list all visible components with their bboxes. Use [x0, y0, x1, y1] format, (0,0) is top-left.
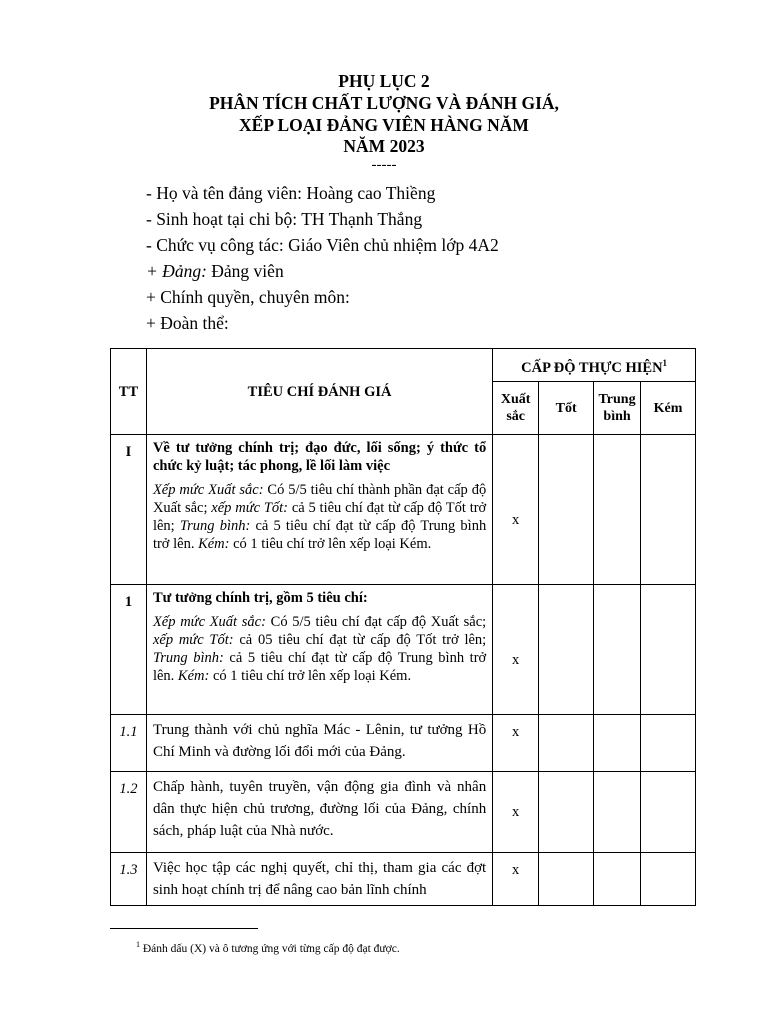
row-number: 1: [111, 585, 147, 715]
header-weak: Kém: [641, 382, 696, 435]
table-row: [111, 853, 696, 906]
desc-label: Trung bình:: [179, 518, 251, 534]
cell-weak: [641, 715, 696, 772]
desc-text: cả 5 tiêu chí đạt từ cấp độ Trung bình trở lên.: [152, 518, 487, 552]
table-header-row: [111, 349, 696, 382]
title-sub: XẾP LOẠI ĐẢNG VIÊN HÀNG NĂM: [239, 115, 529, 135]
desc-text: cả 05 tiêu chí đạt từ cấp độ Tốt trở lên;: [233, 632, 487, 648]
footnote-text: Đánh dấu (X) và ô tương ứng với từng cấp độ đạt được.: [140, 942, 400, 955]
desc-label: Trung bình:: [152, 650, 224, 666]
desc-label: Xếp mức Xuất sắc:: [152, 482, 264, 498]
info-party-label: + Đảng:: [146, 261, 207, 281]
desc-text: cả 5 tiêu chí đạt từ cấp độ Tốt trở lên;: [152, 500, 487, 534]
header-excellent: Xuất sắc: [493, 382, 539, 435]
desc-label: Xếp mức Xuất sắc:: [152, 614, 266, 630]
row-description: [153, 481, 486, 553]
footnote-divider: [110, 928, 258, 929]
cell-excellent: x: [493, 585, 539, 715]
cell-good: [539, 715, 594, 772]
cell-good: [539, 585, 594, 715]
cell-good: [539, 435, 594, 585]
row-number: 1.3: [111, 853, 147, 906]
cell-good: [539, 772, 594, 853]
footnote: [136, 940, 400, 955]
table-row: [111, 772, 696, 853]
header-level-footnote-ref: 1: [662, 357, 668, 368]
cell-weak: [641, 772, 696, 853]
row-number: 1.2: [111, 772, 147, 853]
row-number: 1.1: [111, 715, 147, 772]
cell-weak: [641, 585, 696, 715]
row-heading: Về tư tưởng chính trị; đạo đức, lối sống; ý thức tổ chức kỷ luật; tác phong, lề lối làm việc: [152, 440, 487, 474]
cell-average: [594, 435, 641, 585]
row-heading: Tư tưởng chính trị, gồm 5 tiêu chí:: [152, 590, 368, 606]
desc-label: Kém:: [177, 668, 210, 684]
evaluation-table: [110, 348, 696, 906]
table-row: [111, 715, 696, 772]
cell-excellent: x: [493, 715, 539, 772]
cell-excellent: x: [493, 853, 539, 906]
row-description: [153, 613, 486, 685]
desc-text: có 1 tiêu chí trở lên xếp loại Kém.: [209, 668, 412, 684]
info-branch: - Sinh hoạt tại chi bộ: TH Thạnh Thắng: [146, 209, 423, 229]
info-position: - Chức vụ công tác: Giáo Viên chủ nhiệm lớp 4A2: [146, 235, 499, 255]
header-level-text: CẤP ĐỘ THỰC HIỆN: [521, 359, 663, 376]
desc-label: Kém:: [198, 536, 230, 552]
header-tt: TT: [111, 349, 147, 435]
info-party: [146, 258, 284, 284]
desc-text: có 1 tiêu chí trở lên xếp loại Kém.: [229, 536, 432, 552]
title-separator: -----: [371, 157, 397, 173]
desc-text: Có 5/5 tiêu chí đạt cấp độ Xuất sắc;: [265, 614, 487, 630]
desc-label: xếp mức Tốt:: [152, 632, 234, 648]
row-criteria: [146, 435, 492, 585]
info-union: + Đoàn thể:: [146, 313, 229, 333]
row-criteria: Việc học tập các nghị quyết, chỉ thị, tham gia các đợt sinh hoạt chính trị để nâng cao bản lĩnh chính: [146, 853, 492, 906]
table-row: [111, 585, 696, 715]
header-criteria: TIÊU CHÍ ĐÁNH GIÁ: [146, 349, 492, 435]
cell-average: [594, 585, 641, 715]
cell-average: [594, 772, 641, 853]
row-criteria: [146, 585, 492, 715]
table-row: [111, 435, 696, 585]
row-criteria: Chấp hành, tuyên truyền, vận động gia đình và nhân dân thực hiện chủ trương, đường lối của Đảng, chính sách, pháp luật của Nhà nước.: [146, 772, 492, 853]
desc-text: Có 5/5 tiêu chí thành phần đạt cấp độ Xuất sắc;: [152, 482, 487, 516]
header-average: Trung bình: [594, 382, 641, 435]
cell-average: [594, 715, 641, 772]
cell-good: [539, 853, 594, 906]
header-good: Tốt: [539, 382, 594, 435]
desc-text: cả 5 tiêu chí đạt từ cấp độ Trung bình trở lên.: [152, 650, 487, 684]
title-main: PHÂN TÍCH CHẤT LƯỢNG VÀ ĐÁNH GIÁ,: [209, 93, 559, 113]
header-level: [493, 349, 696, 382]
cell-excellent: x: [493, 435, 539, 585]
title-appendix: PHỤ LỤC 2: [338, 71, 430, 91]
cell-weak: [641, 435, 696, 585]
title-year: NĂM 2023: [343, 136, 425, 156]
row-number: I: [111, 435, 147, 585]
cell-weak: [641, 853, 696, 906]
cell-average: [594, 853, 641, 906]
footnote-number: 1: [136, 940, 140, 949]
info-name: - Họ và tên đảng viên: Hoàng cao Thiềng: [146, 183, 436, 203]
info-government: + Chính quyền, chuyên môn:: [146, 287, 350, 307]
info-party-value: Đảng viên: [206, 261, 284, 281]
cell-excellent: x: [493, 772, 539, 853]
desc-label: xếp mức Tốt:: [211, 500, 289, 516]
row-criteria: Trung thành với chủ nghĩa Mác - Lênin, tư tưởng Hồ Chí Minh và đường lối đổi mới của Đảng.: [146, 715, 492, 772]
